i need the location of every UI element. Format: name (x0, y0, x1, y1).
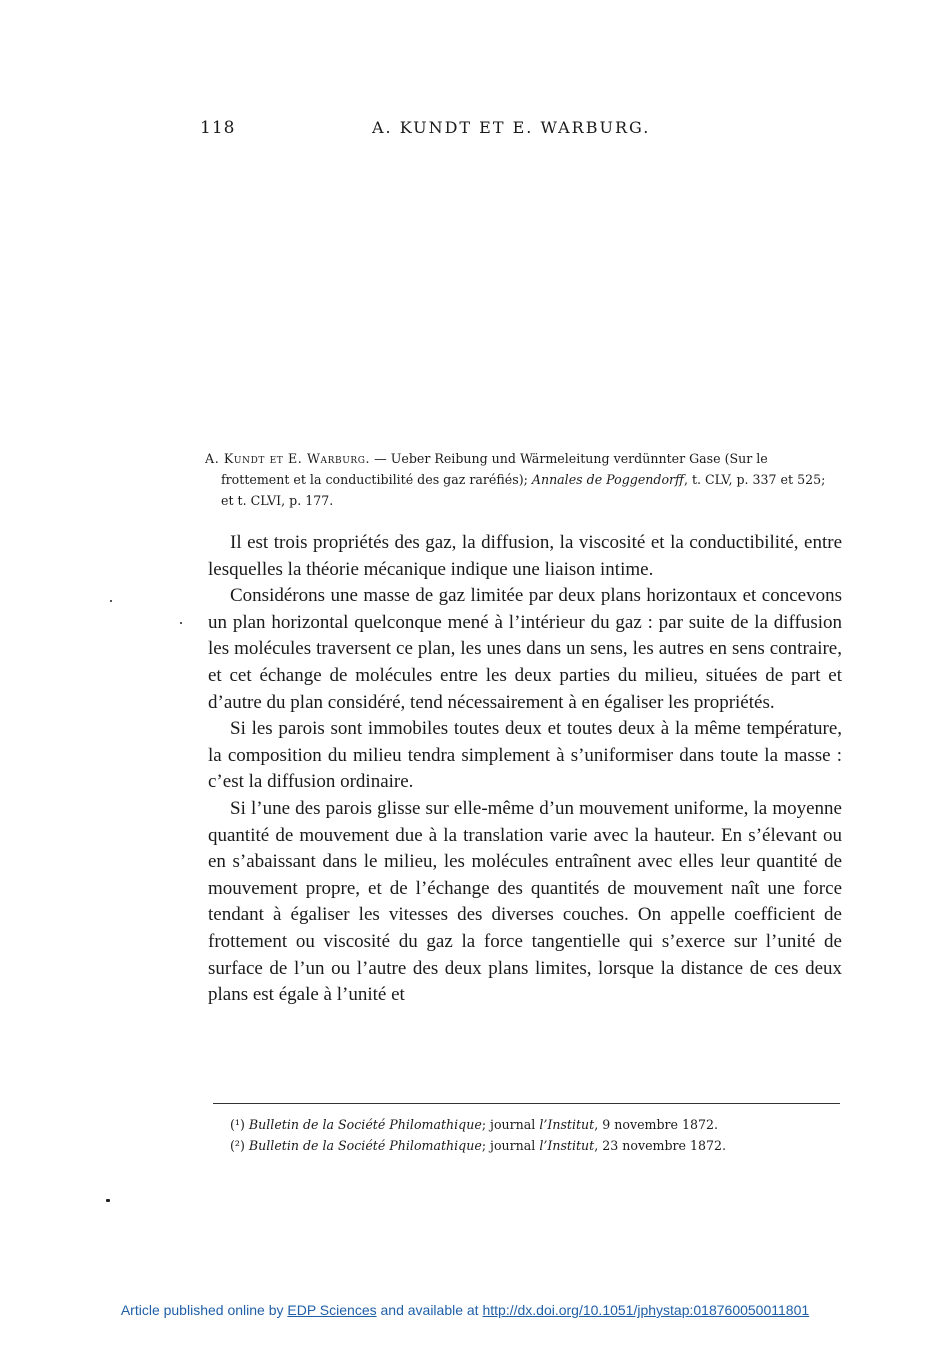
reference-entry (205, 448, 840, 511)
reference-journal: Annales de Poggendorff (531, 472, 684, 487)
page-number: 118 (200, 118, 236, 138)
doi-link[interactable]: http://dx.doi.org/10.1051/jphystap:018760050011801 (482, 1302, 810, 1318)
footnote-source: Bulletin de la Société Philomathique (248, 1138, 482, 1153)
footnote-marker: (¹) (230, 1117, 245, 1132)
scan-speck (110, 600, 112, 602)
footnote-2 (230, 1135, 840, 1156)
footnote-separator (213, 1103, 840, 1104)
paragraph: Si les parois sont immobiles toutes deux et toutes deux à la même température, la composition du milieu tendra simplement à s’uniformiser dans toute la masse : c’est la diffusion ordinaire. (208, 718, 842, 793)
footnote-marker: (²) (230, 1138, 245, 1153)
article-body (208, 530, 842, 1009)
publication-footer (0, 1302, 930, 1318)
scan-speck (106, 1199, 110, 1202)
footnote-source: Bulletin de la Société Philomathique (248, 1117, 482, 1132)
reference-title: — Ueber Reibung und Wärmeleitung verdünnter Gase (Sur le frottement et la conductibilité des gaz raréfiés); (221, 451, 768, 487)
running-head (200, 118, 840, 146)
footer-prefix: Article published online by (120, 1302, 288, 1318)
scan-speck (180, 622, 182, 624)
footnote-date: , 9 novembre 1872. (594, 1117, 719, 1132)
footer-middle: and available at (376, 1302, 483, 1318)
paragraph: Si l’une des parois glisse sur elle-même d’un mouvement uniforme, la moyenne quantité de mouvement due à la translation varie avec la hauteur. En s’élevant ou en s’abaissant dans le milieu, les molécules entraînent avec elles leur quantité de mouvement propre, et de l’échange des quantités de mouvement naît une force tendant à égaliser les vitesses des diverses couches. On appelle coefficient de frottement ou viscosité du gaz la force tangentielle qui s’exerce sur l’unité de surface de l’un ou l’autre des deux plans limites, lorsque la distance de ces deux plans est égale à l’unité et (208, 797, 842, 1006)
bibliographic-reference (205, 448, 840, 511)
footnote-1 (230, 1114, 840, 1135)
publisher-link[interactable]: EDP Sciences (287, 1302, 377, 1318)
paragraph: Il est trois propriétés des gaz, la diffusion, la viscosité et la conductibilité, entre lesquelles la théorie mécanique indique une liaison intime. (208, 532, 842, 580)
footnote-separator-text: ; journal (481, 1138, 540, 1153)
footnote-journal: l’Institut (539, 1138, 595, 1153)
reference-authors: A. Kundt et E. Warburg. (205, 451, 371, 466)
paragraph: Considérons une masse de gaz limitée par deux plans horizontaux et concevons un plan horizontal quelconque mené à l’intérieur du gaz : par suite de la diffusion les molécules traversent ce plan, les unes dans un sens, les autres en sens contraire, et cet échange de molécules entre les deux parties du milieu, situées de part et d’autre du plan considéré, tend nécessairement à en égaliser les propriétés. (208, 585, 842, 713)
footnotes (230, 1114, 840, 1156)
running-title: A. KUNDT ET E. WARBURG. (372, 118, 651, 137)
reference-details: , t. CLV, p. 337 et 525; et t. CLVI, p. 177. (221, 472, 826, 508)
footnote-journal: l’Institut (539, 1117, 595, 1132)
footnote-separator-text: ; journal (481, 1117, 540, 1132)
footnote-date: , 23 novembre 1872. (594, 1138, 727, 1153)
